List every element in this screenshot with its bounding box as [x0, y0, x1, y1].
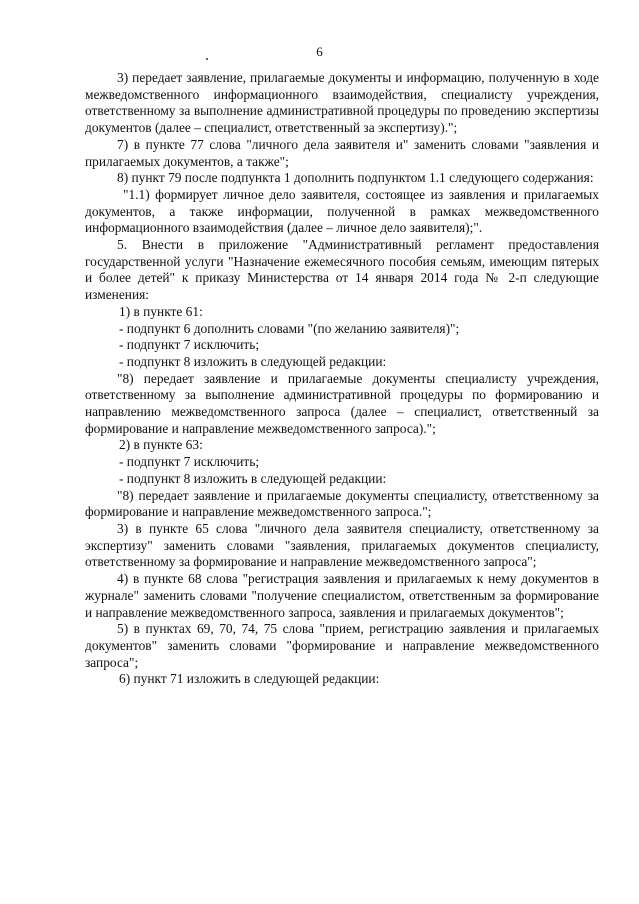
document-body: [85, 70, 599, 688]
scan-speck: [206, 58, 208, 60]
paragraph: "8) передает заявление и прилагаемые документы специалисту, ответственному за формирование и направление межведомственного запроса.";: [85, 487, 599, 520]
paragraph: 3) в пункте 65 слова "личного дела заявителя специалисту, ответственному за экспертизу" заменить словами "заявления, прилагаемых документов специалисту, ответственному за формирование и направление межведомственного запроса";: [85, 520, 599, 570]
paragraph: 5. Внести в приложение "Административный регламент предоставления государственной услуги "Назначение ежемесячного пособия семьям, имеющим пятерых и более детей" к приказу Министерства от 14 января 2014 года № 2-п следующие изменения:: [85, 237, 599, 303]
paragraph: 3) передает заявление, прилагаемые документы и информацию, полученную в ходе межведомственного информационного взаимодействия, специалисту учреждения, ответственному за выполнение административной процедуры по проведению экспертизы документов (далее – специалист, ответственный за экспертизу).";: [85, 70, 599, 136]
paragraph: "8) передает заявление и прилагаемые документы специалисту учреждения, ответственному за выполнение административной процедуры по формированию и направлению межведомственного запроса (далее – специалист, ответственный за формирование и направление межведомственного запроса).";: [85, 370, 599, 436]
paragraph: - подпункт 6 дополнить словами "(по желанию заявителя)";: [119, 320, 460, 336]
paragraph: 6) пункт 71 изложить в следующей редакции:: [119, 671, 380, 687]
page-number: 6: [316, 44, 323, 59]
paragraph: - подпункт 8 изложить в следующей редакции:: [119, 353, 387, 369]
paragraph: - подпункт 7 исключить;: [119, 337, 260, 353]
paragraph: 1) в пункте 61:: [119, 303, 203, 319]
paragraph: - подпункт 7 исключить;: [119, 454, 260, 470]
paragraph: 5) в пунктах 69, 70, 74, 75 слова "прием, регистрацию заявления и прилагаемых документов" заменить словами "формирование и направление межведомственного запроса";: [85, 621, 599, 670]
paragraph: 4) в пункте 68 слова "регистрация заявления и прилагаемых к нему документов в журнале" заменить словами "получение специалистом, ответственным за формирование и направление межведомственного запроса, заявления и прилагаемых документов";: [85, 571, 599, 620]
paragraph: 7) в пункте 77 слова "личного дела заявителя и" заменить словами "заявления и прилагаемых документов, а также";: [85, 136, 599, 169]
paragraph: 2) в пункте 63:: [119, 437, 203, 453]
paragraph: 8) пункт 79 после подпункта 1 дополнить подпунктом 1.1 следующего содержания:: [117, 170, 594, 186]
paragraph: - подпункт 8 изложить в следующей редакции:: [119, 470, 387, 486]
paragraph: "1.1) формирует личное дело заявителя, состоящее из заявления и прилагаемых документов, а также информации, полученной в рамках межведомственного информационного взаимодействия (далее – личное дело заявителя);".: [85, 186, 599, 236]
